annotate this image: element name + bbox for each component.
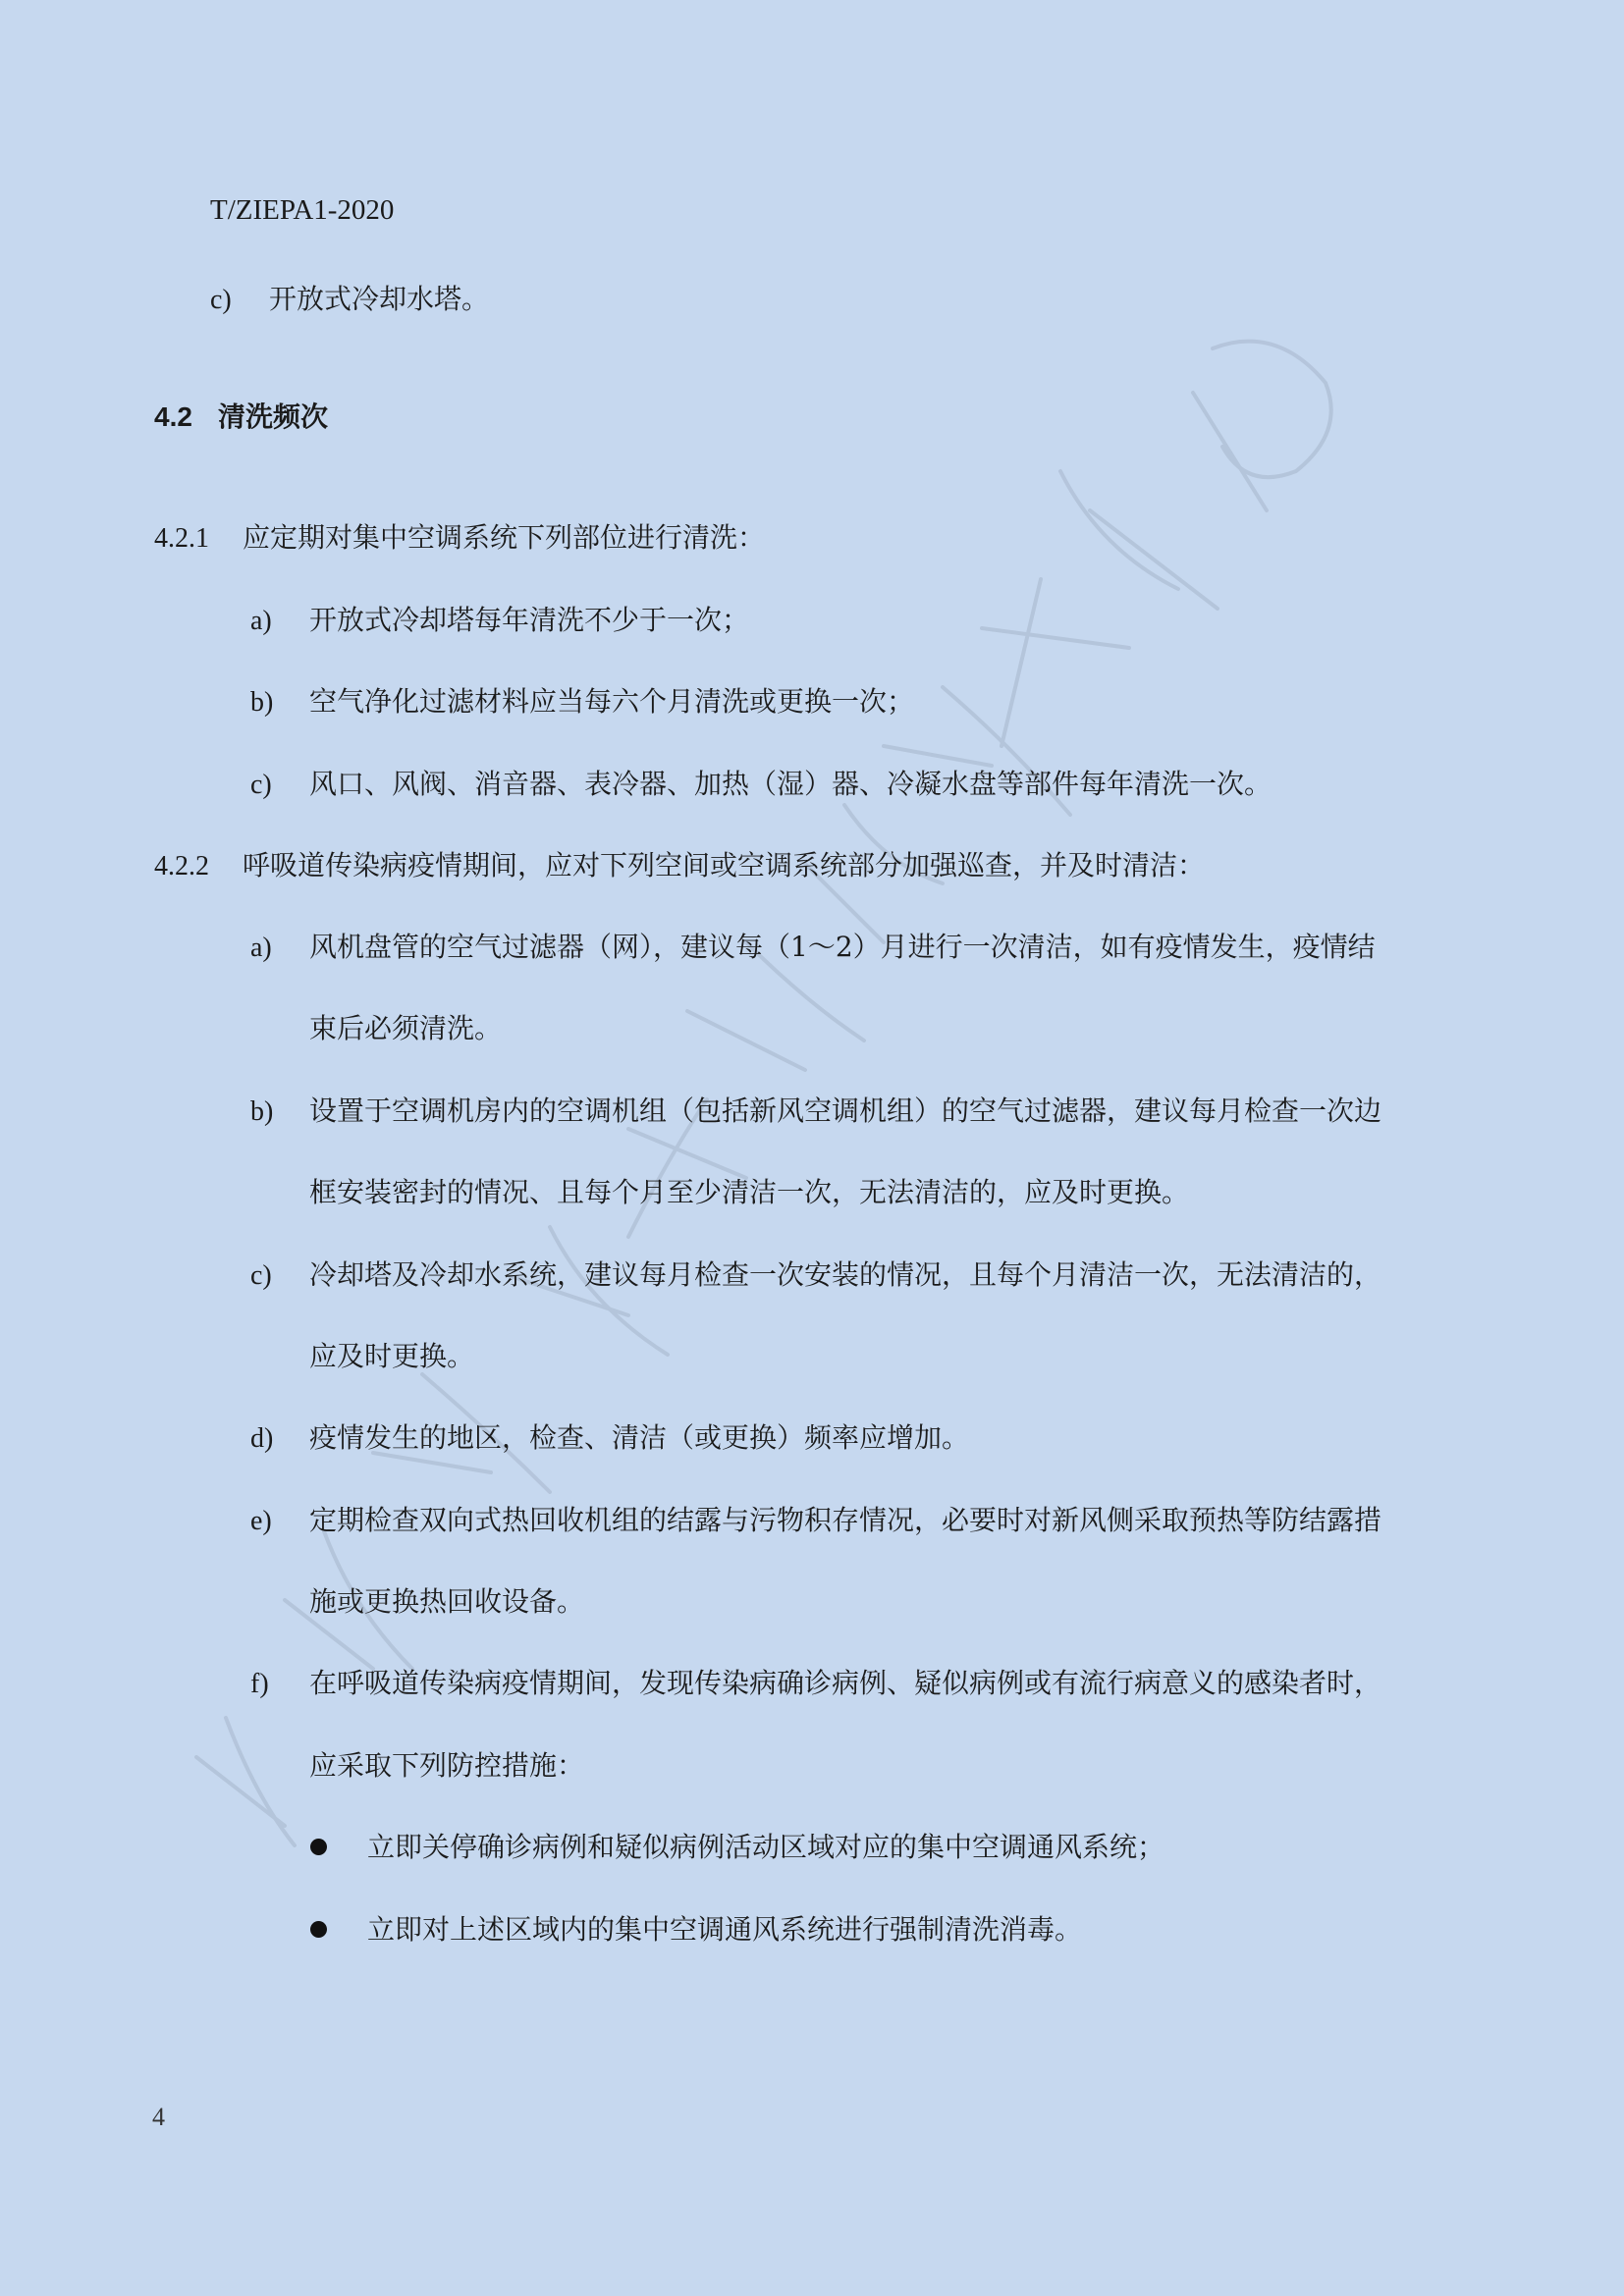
list-item-label: b) bbox=[250, 687, 274, 718]
section-heading bbox=[154, 400, 328, 435]
list-item bbox=[250, 767, 1272, 803]
clause-text: 应定期对集中空调系统下列部位进行清洗： bbox=[243, 521, 766, 554]
list-item bbox=[250, 1420, 969, 1457]
list-item bbox=[250, 1257, 1381, 1294]
list-item-continuation: 框安装密封的情况、且每个月至少清洁一次，无法清洁的，应及时更换。 bbox=[309, 1176, 1190, 1208]
list-item-continuation: 应及时更换。 bbox=[309, 1340, 475, 1372]
list-item-label: b) bbox=[250, 1096, 274, 1127]
list-item-text: 疫情发生的地区，检查、清洁（或更换）频率应增加。 bbox=[309, 1421, 970, 1454]
list-item-continuation: 施或更换热回收设备。 bbox=[309, 1585, 585, 1618]
list-item-text: 风口、风阀、消音器、表冷器、加热（湿）器、冷凝水盘等部件每年清洗一次。 bbox=[309, 768, 1272, 800]
section-title: 清洗频次 bbox=[217, 400, 328, 433]
list-item-label: c) bbox=[250, 770, 272, 800]
document-code: T/ZIEPA1-2020 bbox=[210, 194, 395, 226]
list-item-text: 风机盘管的空气过滤器（网），建议每（1～2）月进行一次清洁，如有疫情发生，疫情结 bbox=[309, 931, 1376, 963]
list-item-text: 在呼吸道传染病疫情期间，发现传染病确诊病例、疑似病例或有流行病意义的感染者时， bbox=[309, 1667, 1382, 1699]
bullet-item-text: 立即关停确诊病例和疑似病例活动区域对应的集中空调通风系统； bbox=[367, 1831, 1165, 1863]
section-number: 4.2 bbox=[154, 401, 192, 432]
list-item-continuation: 束后必须清洗。 bbox=[309, 1012, 503, 1044]
bullet-icon bbox=[310, 1839, 327, 1855]
bullet-icon bbox=[310, 1921, 327, 1938]
list-item bbox=[250, 603, 749, 639]
list-item-text: 开放式冷却塔每年清洗不少于一次； bbox=[309, 604, 750, 636]
list-item-continuation: 应采取下列防控措施： bbox=[309, 1749, 585, 1782]
clause bbox=[154, 848, 1205, 884]
clause-number: 4.2.2 bbox=[154, 851, 209, 881]
list-item-label: e) bbox=[250, 1506, 272, 1536]
bullet-item-text: 立即对上述区域内的集中空调通风系统进行强制清洗消毒。 bbox=[367, 1913, 1083, 1946]
list-item bbox=[250, 1094, 1381, 1130]
clause bbox=[154, 520, 765, 557]
list-item bbox=[250, 684, 914, 721]
list-item bbox=[250, 930, 1376, 966]
list-item-text: 设置于空调机房内的空调机组（包括新风空调机组）的空气过滤器，建议每月检查一次边 bbox=[309, 1095, 1382, 1127]
page-number: 4 bbox=[152, 2103, 165, 2131]
list-item bbox=[250, 1666, 1381, 1702]
list-item-label: a) bbox=[250, 606, 272, 636]
list-item-label: a) bbox=[250, 933, 272, 963]
list-item-label: c) bbox=[210, 285, 232, 315]
list-item-label: d) bbox=[250, 1423, 274, 1454]
list-item bbox=[250, 1503, 1381, 1539]
clause-text: 呼吸道传染病疫情期间，应对下列空间或空调系统部分加强巡查，并及时清洁： bbox=[243, 849, 1206, 881]
list-item-text: 开放式冷却水塔。 bbox=[269, 283, 490, 315]
list-item-label: f) bbox=[250, 1669, 269, 1699]
clause-number: 4.2.1 bbox=[154, 523, 209, 554]
list-item bbox=[210, 282, 489, 318]
list-item-text: 冷却塔及冷却水系统，建议每月检查一次安装的情况，且每个月清洁一次，无法清洁的， bbox=[309, 1258, 1382, 1291]
list-item-text: 定期检查双向式热回收机组的结露与污物积存情况，必要时对新风侧采取预热等防结露措 bbox=[309, 1504, 1382, 1536]
list-item-label: c) bbox=[250, 1260, 272, 1291]
list-item-text: 空气净化过滤材料应当每六个月清洗或更换一次； bbox=[309, 685, 915, 718]
